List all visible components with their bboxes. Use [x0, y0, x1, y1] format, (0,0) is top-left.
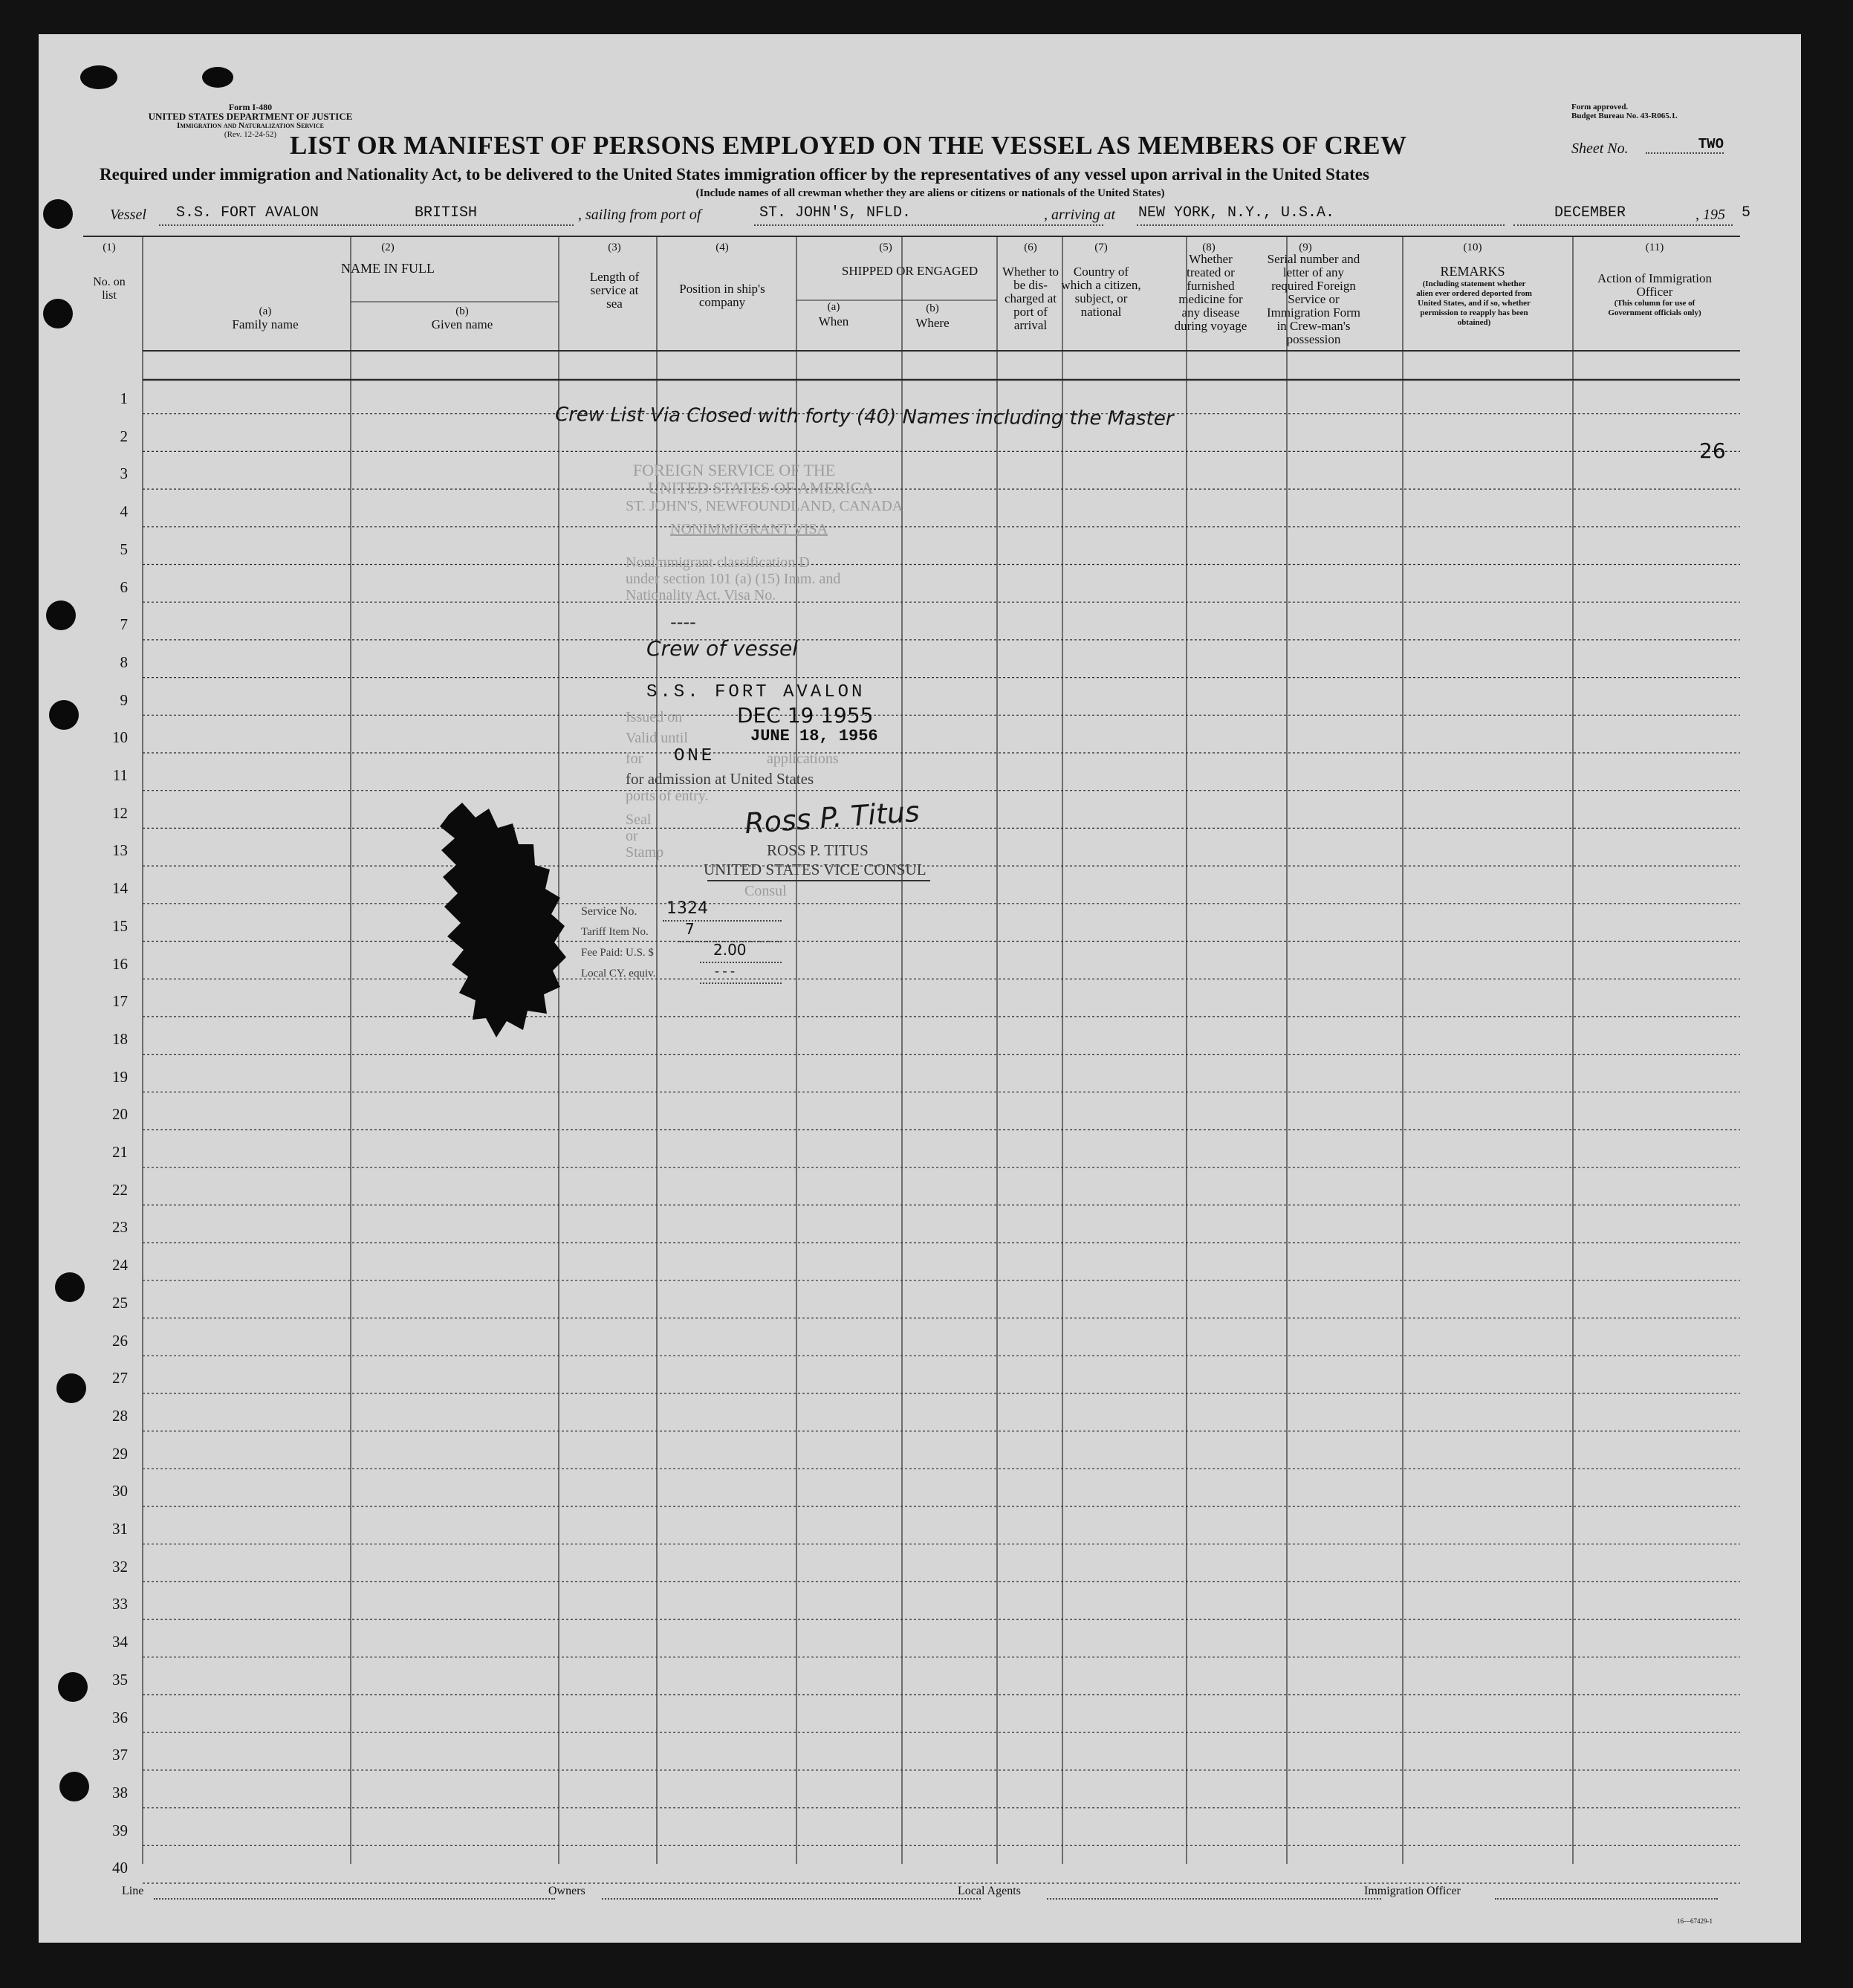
seal-label: Seal [626, 812, 652, 828]
sailing-label: , sailing from port of [578, 207, 701, 223]
col2-number: (2) [381, 242, 395, 253]
punch-hole [43, 299, 73, 328]
table-grid [39, 34, 1801, 1943]
footer-line-underline [154, 1895, 555, 1900]
vessel-flag: BRITISH [415, 204, 478, 221]
footer-owners-underline [602, 1895, 981, 1900]
row-number: 8 [120, 653, 128, 671]
row-number: 33 [112, 1595, 128, 1613]
punch-hole [46, 600, 76, 630]
valid-label: Valid until [626, 730, 688, 746]
row-number: 22 [112, 1180, 128, 1199]
local-label: Local CY. equiv. [581, 968, 656, 980]
col8-number: (8) [1202, 242, 1216, 253]
row-number: 13 [112, 841, 128, 860]
row-number: 18 [112, 1029, 128, 1048]
row-number: 11 [112, 766, 128, 784]
punch-hole [43, 199, 73, 229]
punch-hole [49, 700, 79, 730]
row-number: 5 [120, 540, 128, 558]
arrival-date: DECEMBER [1554, 204, 1626, 221]
applications-suffix: applications [767, 751, 839, 767]
row-number: 35 [112, 1670, 128, 1688]
row-number: 4 [120, 502, 128, 521]
stamp-label: Stamp [626, 844, 664, 861]
subnote: (Include names of all crewman whether they are aliens or citizens or nationals of the United States) [695, 187, 1165, 199]
row-number: 12 [112, 803, 128, 822]
col2b-label: Given name [431, 317, 493, 331]
issued-date: DEC 19 1955 [737, 703, 874, 728]
col7-number: (7) [1094, 242, 1108, 253]
col10-label: REMARKS [1440, 264, 1505, 279]
row-number: 6 [120, 577, 128, 596]
signer-name: ROSS P. TITUS [767, 841, 869, 859]
punch-hole [56, 1373, 86, 1403]
row-number: 23 [112, 1218, 128, 1237]
col1-label: No. on list [93, 276, 126, 302]
row-number: 39 [112, 1821, 128, 1839]
stamp-line-7: Nationality Act. Visa No. [626, 587, 776, 603]
service-number: 1324 [666, 899, 708, 918]
tariff-value: 7 [685, 920, 695, 938]
row-number: 36 [112, 1708, 128, 1726]
row-number: 3 [120, 464, 128, 483]
for-label: for [626, 751, 643, 767]
col6-number: (6) [1024, 242, 1037, 253]
stamp-line-8: ---- [670, 612, 696, 632]
tariff-label: Tariff Item No. [581, 926, 649, 938]
local-value: - - - [715, 963, 735, 978]
service-name: Immigration and Naturalization Service [177, 121, 324, 130]
ports-line: ports of entry. [626, 788, 709, 804]
arriving-port: NEW YORK, N.Y., U.S.A. [1138, 204, 1335, 221]
row-number: 34 [112, 1633, 128, 1651]
row1-note: Crew List Via Closed with forty (40) Names including the Master [554, 404, 1174, 430]
ink-smudge [202, 67, 233, 88]
row-number: 31 [112, 1520, 128, 1538]
local-underline [700, 980, 782, 984]
punch-hole [55, 1272, 85, 1302]
for-value: ONE [674, 746, 715, 766]
row-number: 32 [112, 1557, 128, 1576]
stamp-line-6: under section 101 (a) (15) Imm. and [626, 571, 841, 587]
footer-agents-label: Local Agents [958, 1885, 1021, 1897]
col5-label: SHIPPED OR ENGAGED [841, 264, 979, 278]
row-number: 14 [112, 879, 128, 898]
col4-label: Position in ship's company [679, 282, 765, 309]
row-number: 19 [112, 1067, 128, 1086]
footer-agents-underline [1047, 1895, 1381, 1900]
row-number: 2 [120, 427, 128, 445]
col9-label: Serial number and letter of any required Foreign Service or Immigration Form in Crew-man's possession [1266, 252, 1361, 346]
year-digit: 5 [1742, 204, 1751, 221]
manifest-page [39, 34, 1801, 1943]
stamp-line-5: Nonimmigrant classification D [626, 554, 810, 571]
row-number: 10 [112, 728, 128, 747]
row-number: 40 [112, 1859, 128, 1877]
admission-line: for admission at United States [626, 770, 814, 788]
col3-number: (3) [608, 242, 621, 253]
approval-line-2: Budget Bureau No. 43-R065.1. [1571, 111, 1678, 120]
fee-value: 2.00 [713, 941, 747, 959]
print-code: 16—67429-1 [1677, 1917, 1713, 1925]
row-number: 30 [112, 1482, 128, 1500]
fee-block [581, 899, 819, 1015]
stamp-line-9: Crew of vessel [646, 636, 798, 661]
row-number: 16 [112, 954, 128, 973]
row-number: 27 [112, 1369, 128, 1388]
year-prefix: , 195 [1695, 207, 1725, 223]
service-underline [663, 917, 782, 922]
col7-label: Country of which a citizen, subject, or national [1061, 265, 1141, 319]
col10-note: (Including statement whether alien ever ordered deported from United States, and if so, whether permission to reapply has been obtained) [1416, 279, 1532, 327]
row-number: 21 [112, 1143, 128, 1161]
stamp-line-1: FOREIGN SERVICE OF THE [633, 461, 836, 479]
or-label: or [626, 828, 638, 844]
col3-label: Length of service at sea [589, 270, 640, 311]
row-number: 38 [112, 1783, 128, 1801]
col6-label: Whether to be dis-charged at port of arrival [1002, 265, 1059, 332]
sheet-label: Sheet No. [1571, 140, 1629, 157]
col5a-letter: (a) [827, 301, 840, 313]
approval-line-1: Form approved. [1571, 103, 1629, 111]
vessel-label: Vessel [110, 207, 146, 223]
row-number: 20 [112, 1105, 128, 1124]
col5-number: (5) [879, 242, 892, 253]
col5b-letter: (b) [926, 302, 939, 314]
row-number: 24 [112, 1256, 128, 1275]
col5a-label: When [818, 314, 849, 328]
fee-underline [700, 959, 782, 963]
form-number: Form I-480 [228, 102, 273, 112]
col1-number: (1) [103, 242, 116, 253]
col2-label: NAME IN FULL [341, 261, 435, 276]
department: UNITED STATES DEPARTMENT OF JUSTICE [148, 111, 353, 122]
row-number: 26 [112, 1331, 128, 1350]
ink-smudge [80, 65, 117, 89]
row-number: 29 [112, 1444, 128, 1463]
stamp-line-2: UNITED STATES OF AMERICA [648, 479, 874, 497]
row2-action: 26 [1699, 438, 1726, 463]
fee-label: Fee Paid: U.S. $ [581, 947, 654, 959]
page-title: LIST OR MANIFEST OF PERSONS EMPLOYED ON THE VESSEL AS MEMBERS OF CREW [290, 131, 1407, 160]
vessel-name: S.S. FORT AVALON [176, 204, 319, 221]
col9-number: (9) [1299, 242, 1312, 253]
col8-label: Whether treated or furnished medicine for any disease during voyage [1174, 252, 1247, 333]
row-number: 25 [112, 1293, 128, 1312]
row-number: 37 [112, 1746, 128, 1764]
revision: (Rev. 12-24-52) [224, 130, 277, 139]
row-number: 1 [120, 389, 128, 407]
subtitle: Required under immigration and Nationality Act, to be delivered to the United States immigration officer by the representatives of any vessel upon arrival in the United States [100, 165, 1369, 184]
punch-hole [58, 1672, 88, 1702]
col2b-letter: (b) [455, 305, 469, 317]
footer-owners-label: Owners [548, 1885, 585, 1897]
footer-officer-underline [1495, 1895, 1718, 1900]
row-number: 28 [112, 1406, 128, 1425]
col4-number: (4) [715, 242, 729, 253]
row-number: 15 [112, 916, 128, 935]
consul-label: Consul [744, 883, 787, 899]
stamp-line-3: ST. JOHN'S, NEWFOUNDLAND, CANADA [626, 498, 903, 514]
row-number: 9 [120, 690, 128, 709]
sailing-port: ST. JOHN'S, NFLD. [759, 204, 912, 221]
col10-number: (10) [1463, 242, 1482, 253]
service-label: Service No. [581, 905, 637, 918]
col2a-label: Family name [232, 317, 299, 331]
arriving-label: , arriving at [1044, 207, 1116, 223]
footer-officer-label: Immigration Officer [1364, 1885, 1461, 1897]
col11-label: Action of Immigration Officer [1597, 271, 1712, 299]
stamp-line-4: NONIMMIGRANT VISA [670, 521, 828, 537]
consul-signature: Ross P. Titus [743, 794, 921, 841]
signer-title: UNITED STATES VICE CONSUL [704, 861, 926, 878]
punch-hole [59, 1772, 89, 1801]
issued-label: Issued on [626, 709, 683, 725]
consul-rule [707, 880, 930, 881]
col11-number: (11) [1645, 242, 1664, 253]
row-number: 7 [120, 615, 128, 634]
visa-stamp [588, 459, 975, 920]
sheet-number: TWO [1646, 136, 1724, 154]
col11-note: (This column for use of Government officials only) [1608, 299, 1701, 317]
stamp-line-10: S.S. FORT AVALON [646, 682, 866, 702]
valid-date: JUNE 18, 1956 [750, 727, 878, 745]
ink-blot [432, 798, 588, 1043]
footer-line-label: Line [122, 1885, 144, 1897]
row-number: 17 [112, 992, 128, 1011]
col5b-label: Where [915, 316, 950, 330]
col2a-letter: (a) [259, 305, 272, 317]
